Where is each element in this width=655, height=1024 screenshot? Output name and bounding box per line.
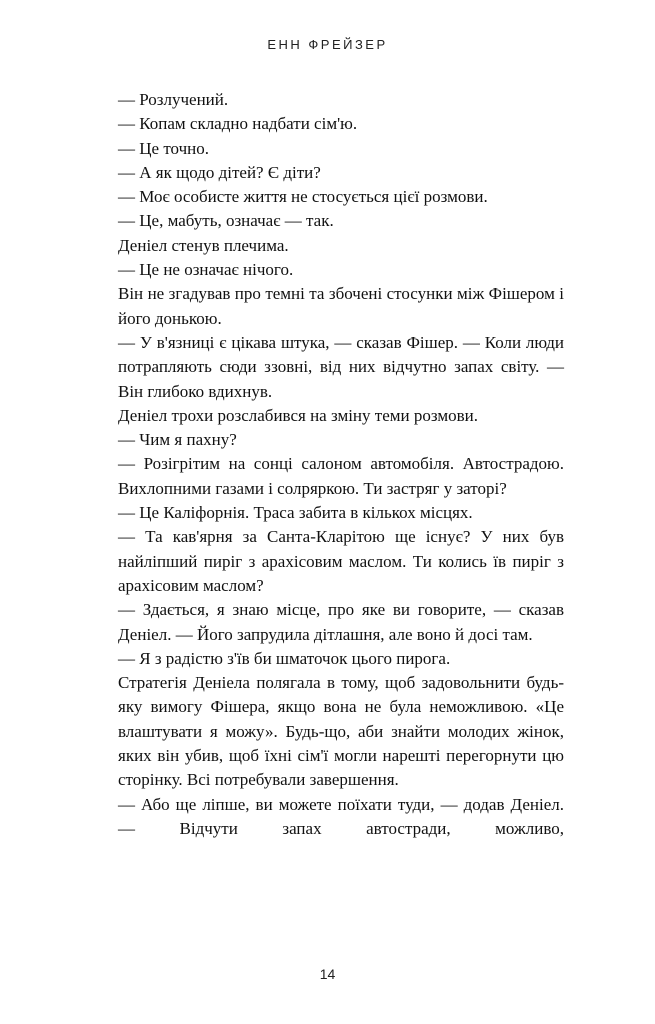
paragraph: Він не згадував про темні та збочені стосунки між Фішером і його донькою.	[118, 284, 564, 328]
paragraph: — Або ще ліпше, ви можете поїхати туди, — додав Деніел. — Відчути запах автостради, можливо,	[118, 794, 564, 838]
body-text	[118, 88, 564, 841]
running-head: ЕНН ФРЕЙЗЕР	[267, 37, 388, 52]
paragraph: — Чим я пахну?	[118, 430, 237, 450]
paragraph: — У в'язниці є цікава штука, — сказав Фішер. — Коли люди потрапляють сюди ззовні, від них відчутно запах світу. — Він глибоко вдихнув.	[118, 332, 564, 401]
paragraph: — Моє особисте життя не стосується цієї розмови.	[118, 187, 488, 207]
page-number: 14	[319, 966, 336, 982]
paragraph: — Розлучений.	[118, 90, 229, 109]
paragraph: — Це Каліфорнія. Траса забита в кількох місцях.	[118, 503, 473, 523]
paragraph: — Копам складно надбати сім'ю.	[118, 114, 358, 134]
paragraph: — Я з радістю з'їв би шматочок цього пирога.	[118, 648, 451, 668]
paragraph: Стратегія Деніела полягала в тому, щоб задовольнити будь-яку вимогу Фішера, якщо вона не була неможливою. «Це влаштувати я можу». Будь-що, аби знайти молодих жінок, яких він убив, щоб їхні сім'ї могли нарешті перегорнути цю сторінку. Всі потребували завершення.	[118, 673, 564, 790]
paragraph: — А як щодо дітей? Є діти?	[118, 162, 321, 182]
paragraph: — Це не означає нічого.	[118, 260, 294, 280]
paragraph: — Розігрітим на сонці салоном автомобіля. Автострадою. Вихлопними газами і солряркою. Ти застряг у заторі?	[118, 454, 564, 498]
paragraph: — Та кав'ярня за Санта-Кларітою ще існує? У них був найліпший пиріг з арахісовим маслом. Ти колись їв пиріг з арахісовим маслом?	[118, 527, 564, 595]
paragraph: — Це точно.	[118, 138, 209, 158]
paragraph: — Здається, я знаю місце, про яке ви говорите, — сказав Деніел. — Його запрудила дітлашня, але воно й досі там.	[118, 600, 564, 644]
paragraph: Деніел трохи розслабився на зміну теми розмови.	[118, 405, 478, 425]
paragraph: Деніел стенув плечима.	[118, 235, 289, 255]
paragraph: — Це, мабуть, означає — так.	[118, 211, 334, 231]
